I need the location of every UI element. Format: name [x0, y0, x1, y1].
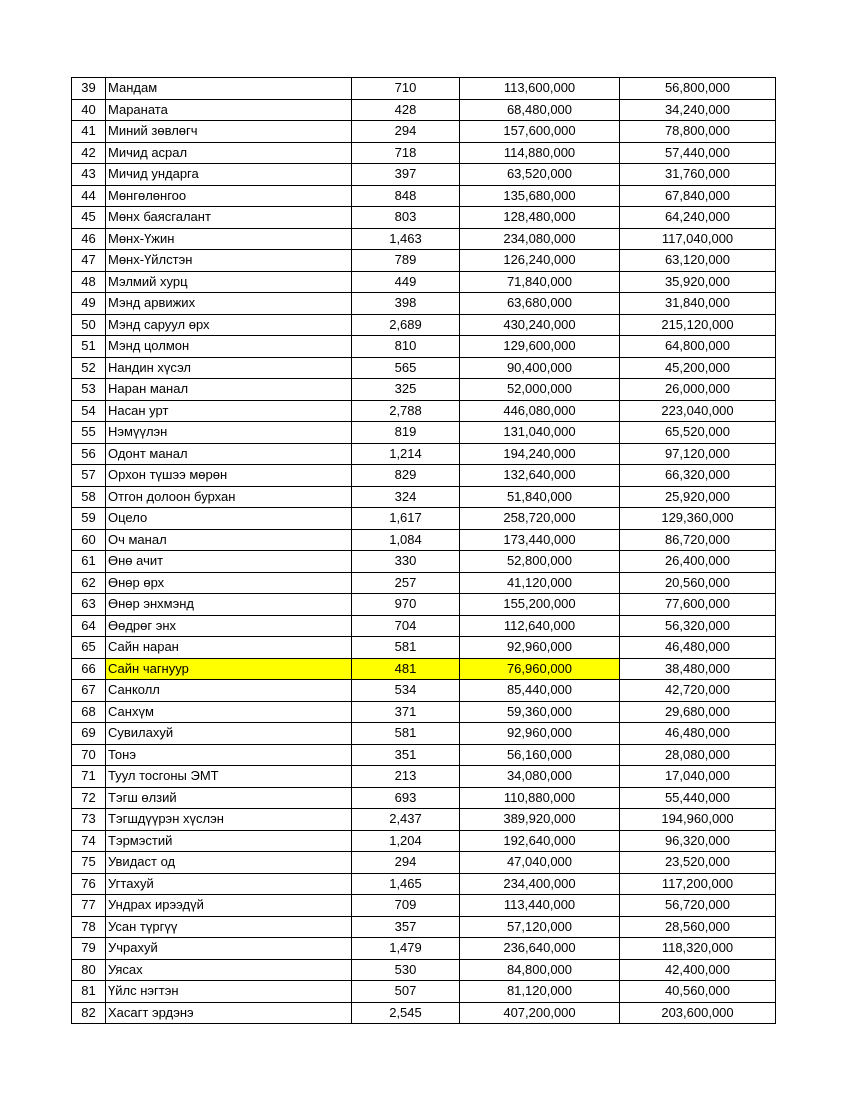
organization-name-cell: Увидаст од — [106, 852, 352, 874]
half-amount-cell: 26,400,000 — [620, 551, 776, 573]
row-number-cell: 72 — [72, 787, 106, 809]
total-amount-cell: 84,800,000 — [460, 959, 620, 981]
row-number-cell: 66 — [72, 658, 106, 680]
organization-name-cell: Мөнх-Үйлстэн — [106, 250, 352, 272]
row-number-cell: 51 — [72, 336, 106, 358]
table-row — [72, 400, 776, 422]
count-cell: 2,788 — [352, 400, 460, 422]
count-cell: 530 — [352, 959, 460, 981]
row-number-cell: 82 — [72, 1002, 106, 1024]
total-amount-cell: 113,600,000 — [460, 78, 620, 100]
total-amount-cell: 81,120,000 — [460, 981, 620, 1003]
table-row — [72, 271, 776, 293]
total-amount-cell: 234,400,000 — [460, 873, 620, 895]
table-row — [72, 379, 776, 401]
half-amount-cell: 25,920,000 — [620, 486, 776, 508]
organization-name-cell: Нэмүүлэн — [106, 422, 352, 444]
half-amount-cell: 56,720,000 — [620, 895, 776, 917]
table-row — [72, 895, 776, 917]
organization-name-cell: Тэрмэстий — [106, 830, 352, 852]
table-row — [72, 250, 776, 272]
table-row — [72, 465, 776, 487]
table-row — [72, 809, 776, 831]
row-number-cell: 42 — [72, 142, 106, 164]
half-amount-cell: 223,040,000 — [620, 400, 776, 422]
row-number-cell: 54 — [72, 400, 106, 422]
count-cell: 581 — [352, 637, 460, 659]
half-amount-cell: 38,480,000 — [620, 658, 776, 680]
half-amount-cell: 26,000,000 — [620, 379, 776, 401]
total-amount-cell: 155,200,000 — [460, 594, 620, 616]
half-amount-cell: 203,600,000 — [620, 1002, 776, 1024]
half-amount-cell: 17,040,000 — [620, 766, 776, 788]
row-number-cell: 53 — [72, 379, 106, 401]
row-number-cell: 81 — [72, 981, 106, 1003]
count-cell: 789 — [352, 250, 460, 272]
total-amount-cell: 92,960,000 — [460, 723, 620, 745]
organization-name-cell: Ундрах ирээдүй — [106, 895, 352, 917]
half-amount-cell: 117,040,000 — [620, 228, 776, 250]
row-number-cell: 77 — [72, 895, 106, 917]
count-cell: 324 — [352, 486, 460, 508]
half-amount-cell: 35,920,000 — [620, 271, 776, 293]
table-row — [72, 938, 776, 960]
table-row — [72, 637, 776, 659]
table-row — [72, 486, 776, 508]
row-number-cell: 75 — [72, 852, 106, 874]
table-row — [72, 830, 776, 852]
half-amount-cell: 28,560,000 — [620, 916, 776, 938]
total-amount-cell: 126,240,000 — [460, 250, 620, 272]
count-cell: 428 — [352, 99, 460, 121]
table-row — [72, 422, 776, 444]
count-cell: 1,479 — [352, 938, 460, 960]
organization-name-cell: Өөдрөг энх — [106, 615, 352, 637]
half-amount-cell: 117,200,000 — [620, 873, 776, 895]
count-cell: 709 — [352, 895, 460, 917]
row-number-cell: 65 — [72, 637, 106, 659]
half-amount-cell: 28,080,000 — [620, 744, 776, 766]
total-amount-cell: 128,480,000 — [460, 207, 620, 229]
half-amount-cell: 215,120,000 — [620, 314, 776, 336]
total-amount-cell: 173,440,000 — [460, 529, 620, 551]
row-number-cell: 47 — [72, 250, 106, 272]
half-amount-cell: 194,960,000 — [620, 809, 776, 831]
table-row — [72, 551, 776, 573]
half-amount-cell: 31,760,000 — [620, 164, 776, 186]
organization-name-cell: Мандам — [106, 78, 352, 100]
total-amount-cell: 52,000,000 — [460, 379, 620, 401]
row-number-cell: 80 — [72, 959, 106, 981]
count-cell: 481 — [352, 658, 460, 680]
half-amount-cell: 97,120,000 — [620, 443, 776, 465]
count-cell: 213 — [352, 766, 460, 788]
total-amount-cell: 76,960,000 — [460, 658, 620, 680]
table-row — [72, 615, 776, 637]
row-number-cell: 49 — [72, 293, 106, 315]
organization-name-cell: Сувилахуй — [106, 723, 352, 745]
half-amount-cell: 129,360,000 — [620, 508, 776, 530]
total-amount-cell: 63,680,000 — [460, 293, 620, 315]
organization-name-cell: Миний зөвлөгч — [106, 121, 352, 143]
total-amount-cell: 34,080,000 — [460, 766, 620, 788]
half-amount-cell: 23,520,000 — [620, 852, 776, 874]
table-row — [72, 981, 776, 1003]
total-amount-cell: 51,840,000 — [460, 486, 620, 508]
half-amount-cell: 34,240,000 — [620, 99, 776, 121]
organization-name-cell: Мараната — [106, 99, 352, 121]
table-row — [72, 207, 776, 229]
count-cell: 507 — [352, 981, 460, 1003]
count-cell: 371 — [352, 701, 460, 723]
organization-name-cell: Санхүм — [106, 701, 352, 723]
total-amount-cell: 114,880,000 — [460, 142, 620, 164]
count-cell: 351 — [352, 744, 460, 766]
total-amount-cell: 389,920,000 — [460, 809, 620, 831]
organization-name-cell: Мичид ундарга — [106, 164, 352, 186]
row-number-cell: 59 — [72, 508, 106, 530]
half-amount-cell: 20,560,000 — [620, 572, 776, 594]
organization-name-cell: Тэгшдүүрэн хүслэн — [106, 809, 352, 831]
count-cell: 693 — [352, 787, 460, 809]
count-cell: 534 — [352, 680, 460, 702]
total-amount-cell: 157,600,000 — [460, 121, 620, 143]
table-row — [72, 744, 776, 766]
half-amount-cell: 66,320,000 — [620, 465, 776, 487]
count-cell: 330 — [352, 551, 460, 573]
organization-name-cell: Мөнгөлөнгоо — [106, 185, 352, 207]
organization-name-cell: Тонэ — [106, 744, 352, 766]
table-row — [72, 787, 776, 809]
total-amount-cell: 56,160,000 — [460, 744, 620, 766]
total-amount-cell: 47,040,000 — [460, 852, 620, 874]
total-amount-cell: 430,240,000 — [460, 314, 620, 336]
table-row — [72, 443, 776, 465]
table-row — [72, 873, 776, 895]
row-number-cell: 50 — [72, 314, 106, 336]
organization-name-cell: Өнөр энхмэнд — [106, 594, 352, 616]
half-amount-cell: 64,240,000 — [620, 207, 776, 229]
row-number-cell: 62 — [72, 572, 106, 594]
total-amount-cell: 71,840,000 — [460, 271, 620, 293]
row-number-cell: 45 — [72, 207, 106, 229]
total-amount-cell: 52,800,000 — [460, 551, 620, 573]
table-row — [72, 293, 776, 315]
half-amount-cell: 78,800,000 — [620, 121, 776, 143]
row-number-cell: 68 — [72, 701, 106, 723]
half-amount-cell: 56,320,000 — [620, 615, 776, 637]
total-amount-cell: 407,200,000 — [460, 1002, 620, 1024]
count-cell: 704 — [352, 615, 460, 637]
total-amount-cell: 113,440,000 — [460, 895, 620, 917]
half-amount-cell: 31,840,000 — [620, 293, 776, 315]
total-amount-cell: 258,720,000 — [460, 508, 620, 530]
organization-name-cell: Мэлмий хурц — [106, 271, 352, 293]
total-amount-cell: 68,480,000 — [460, 99, 620, 121]
table-row — [72, 723, 776, 745]
organization-name-cell: Туул тосгоны ЭМТ — [106, 766, 352, 788]
total-amount-cell: 194,240,000 — [460, 443, 620, 465]
count-cell: 810 — [352, 336, 460, 358]
count-cell: 325 — [352, 379, 460, 401]
total-amount-cell: 90,400,000 — [460, 357, 620, 379]
row-number-cell: 73 — [72, 809, 106, 831]
organization-name-cell: Мэнд арвижих — [106, 293, 352, 315]
count-cell: 970 — [352, 594, 460, 616]
total-amount-cell: 41,120,000 — [460, 572, 620, 594]
count-cell: 710 — [352, 78, 460, 100]
total-amount-cell: 92,960,000 — [460, 637, 620, 659]
table-row — [72, 314, 776, 336]
count-cell: 2,437 — [352, 809, 460, 831]
row-number-cell: 67 — [72, 680, 106, 702]
half-amount-cell: 42,720,000 — [620, 680, 776, 702]
total-amount-cell: 129,600,000 — [460, 336, 620, 358]
count-cell: 357 — [352, 916, 460, 938]
count-cell: 294 — [352, 121, 460, 143]
half-amount-cell: 46,480,000 — [620, 637, 776, 659]
table-row — [72, 121, 776, 143]
half-amount-cell: 42,400,000 — [620, 959, 776, 981]
row-number-cell: 78 — [72, 916, 106, 938]
row-number-cell: 44 — [72, 185, 106, 207]
organization-name-cell: Наран манал — [106, 379, 352, 401]
organization-name-cell: Уясах — [106, 959, 352, 981]
total-amount-cell: 132,640,000 — [460, 465, 620, 487]
row-number-cell: 60 — [72, 529, 106, 551]
half-amount-cell: 65,520,000 — [620, 422, 776, 444]
half-amount-cell: 86,720,000 — [620, 529, 776, 551]
table-row — [72, 185, 776, 207]
table-row — [72, 1002, 776, 1024]
organization-name-cell: Орхон түшээ мөрөн — [106, 465, 352, 487]
row-number-cell: 76 — [72, 873, 106, 895]
count-cell: 819 — [352, 422, 460, 444]
table-row — [72, 142, 776, 164]
half-amount-cell: 63,120,000 — [620, 250, 776, 272]
organization-name-cell: Өнөр өрх — [106, 572, 352, 594]
half-amount-cell: 67,840,000 — [620, 185, 776, 207]
half-amount-cell: 77,600,000 — [620, 594, 776, 616]
row-number-cell: 64 — [72, 615, 106, 637]
count-cell: 398 — [352, 293, 460, 315]
organization-name-cell: Мөнх-Үжин — [106, 228, 352, 250]
row-number-cell: 74 — [72, 830, 106, 852]
count-cell: 848 — [352, 185, 460, 207]
organization-name-cell: Оцело — [106, 508, 352, 530]
table-row — [72, 99, 776, 121]
organization-name-cell: Сайн чагнуур — [106, 658, 352, 680]
half-amount-cell: 118,320,000 — [620, 938, 776, 960]
half-amount-cell: 56,800,000 — [620, 78, 776, 100]
row-number-cell: 55 — [72, 422, 106, 444]
row-number-cell: 70 — [72, 744, 106, 766]
row-number-cell: 63 — [72, 594, 106, 616]
half-amount-cell: 45,200,000 — [620, 357, 776, 379]
table-row — [72, 594, 776, 616]
half-amount-cell: 40,560,000 — [620, 981, 776, 1003]
table-row — [72, 680, 776, 702]
organization-name-cell: Учрахуй — [106, 938, 352, 960]
organization-name-cell: Оч манал — [106, 529, 352, 551]
organization-name-cell: Үйлс нэгтэн — [106, 981, 352, 1003]
organization-name-cell: Одонт манал — [106, 443, 352, 465]
organization-name-cell: Насан урт — [106, 400, 352, 422]
table-row — [72, 529, 776, 551]
total-amount-cell: 59,360,000 — [460, 701, 620, 723]
count-cell: 829 — [352, 465, 460, 487]
row-number-cell: 56 — [72, 443, 106, 465]
organization-name-cell: Угтахуй — [106, 873, 352, 895]
table-row — [72, 78, 776, 100]
half-amount-cell: 96,320,000 — [620, 830, 776, 852]
count-cell: 1,204 — [352, 830, 460, 852]
table-row — [72, 508, 776, 530]
row-number-cell: 40 — [72, 99, 106, 121]
count-cell: 1,214 — [352, 443, 460, 465]
organization-name-cell: Тэгш өлзий — [106, 787, 352, 809]
table-row — [72, 228, 776, 250]
count-cell: 2,689 — [352, 314, 460, 336]
table-row — [72, 357, 776, 379]
half-amount-cell: 46,480,000 — [620, 723, 776, 745]
table-row — [72, 766, 776, 788]
table-row — [72, 164, 776, 186]
half-amount-cell: 57,440,000 — [620, 142, 776, 164]
row-number-cell: 58 — [72, 486, 106, 508]
organization-name-cell: Мэнд саруул өрх — [106, 314, 352, 336]
count-cell: 294 — [352, 852, 460, 874]
count-cell: 581 — [352, 723, 460, 745]
table-row — [72, 701, 776, 723]
total-amount-cell: 112,640,000 — [460, 615, 620, 637]
count-cell: 1,465 — [352, 873, 460, 895]
table-row — [72, 658, 776, 680]
total-amount-cell: 85,440,000 — [460, 680, 620, 702]
table-row — [72, 336, 776, 358]
row-number-cell: 43 — [72, 164, 106, 186]
table-row — [72, 572, 776, 594]
row-number-cell: 39 — [72, 78, 106, 100]
count-cell: 1,084 — [352, 529, 460, 551]
half-amount-cell: 55,440,000 — [620, 787, 776, 809]
count-cell: 803 — [352, 207, 460, 229]
total-amount-cell: 135,680,000 — [460, 185, 620, 207]
table-row — [72, 916, 776, 938]
organization-name-cell: Усан түргүү — [106, 916, 352, 938]
data-table — [71, 77, 776, 1024]
count-cell: 565 — [352, 357, 460, 379]
row-number-cell: 52 — [72, 357, 106, 379]
row-number-cell: 48 — [72, 271, 106, 293]
count-cell: 1,463 — [352, 228, 460, 250]
organization-name-cell: Мэнд цолмон — [106, 336, 352, 358]
row-number-cell: 61 — [72, 551, 106, 573]
table-row — [72, 852, 776, 874]
total-amount-cell: 236,640,000 — [460, 938, 620, 960]
total-amount-cell: 63,520,000 — [460, 164, 620, 186]
half-amount-cell: 29,680,000 — [620, 701, 776, 723]
row-number-cell: 46 — [72, 228, 106, 250]
row-number-cell: 69 — [72, 723, 106, 745]
total-amount-cell: 446,080,000 — [460, 400, 620, 422]
table-row — [72, 959, 776, 981]
row-number-cell: 41 — [72, 121, 106, 143]
organization-name-cell: Хасагт эрдэнэ — [106, 1002, 352, 1024]
organization-name-cell: Сайн наран — [106, 637, 352, 659]
total-amount-cell: 192,640,000 — [460, 830, 620, 852]
organization-name-cell: Мичид асрал — [106, 142, 352, 164]
total-amount-cell: 110,880,000 — [460, 787, 620, 809]
count-cell: 1,617 — [352, 508, 460, 530]
organization-name-cell: Отгон долоон бурхан — [106, 486, 352, 508]
count-cell: 257 — [352, 572, 460, 594]
row-number-cell: 79 — [72, 938, 106, 960]
organization-name-cell: Нандин хүсэл — [106, 357, 352, 379]
count-cell: 397 — [352, 164, 460, 186]
row-number-cell: 71 — [72, 766, 106, 788]
count-cell: 2,545 — [352, 1002, 460, 1024]
total-amount-cell: 131,040,000 — [460, 422, 620, 444]
total-amount-cell: 57,120,000 — [460, 916, 620, 938]
row-number-cell: 57 — [72, 465, 106, 487]
half-amount-cell: 64,800,000 — [620, 336, 776, 358]
count-cell: 718 — [352, 142, 460, 164]
count-cell: 449 — [352, 271, 460, 293]
organization-name-cell: Өнө ачит — [106, 551, 352, 573]
organization-name-cell: Мөнх баясгалант — [106, 207, 352, 229]
organization-name-cell: Санколл — [106, 680, 352, 702]
table-body — [72, 78, 776, 1024]
total-amount-cell: 234,080,000 — [460, 228, 620, 250]
